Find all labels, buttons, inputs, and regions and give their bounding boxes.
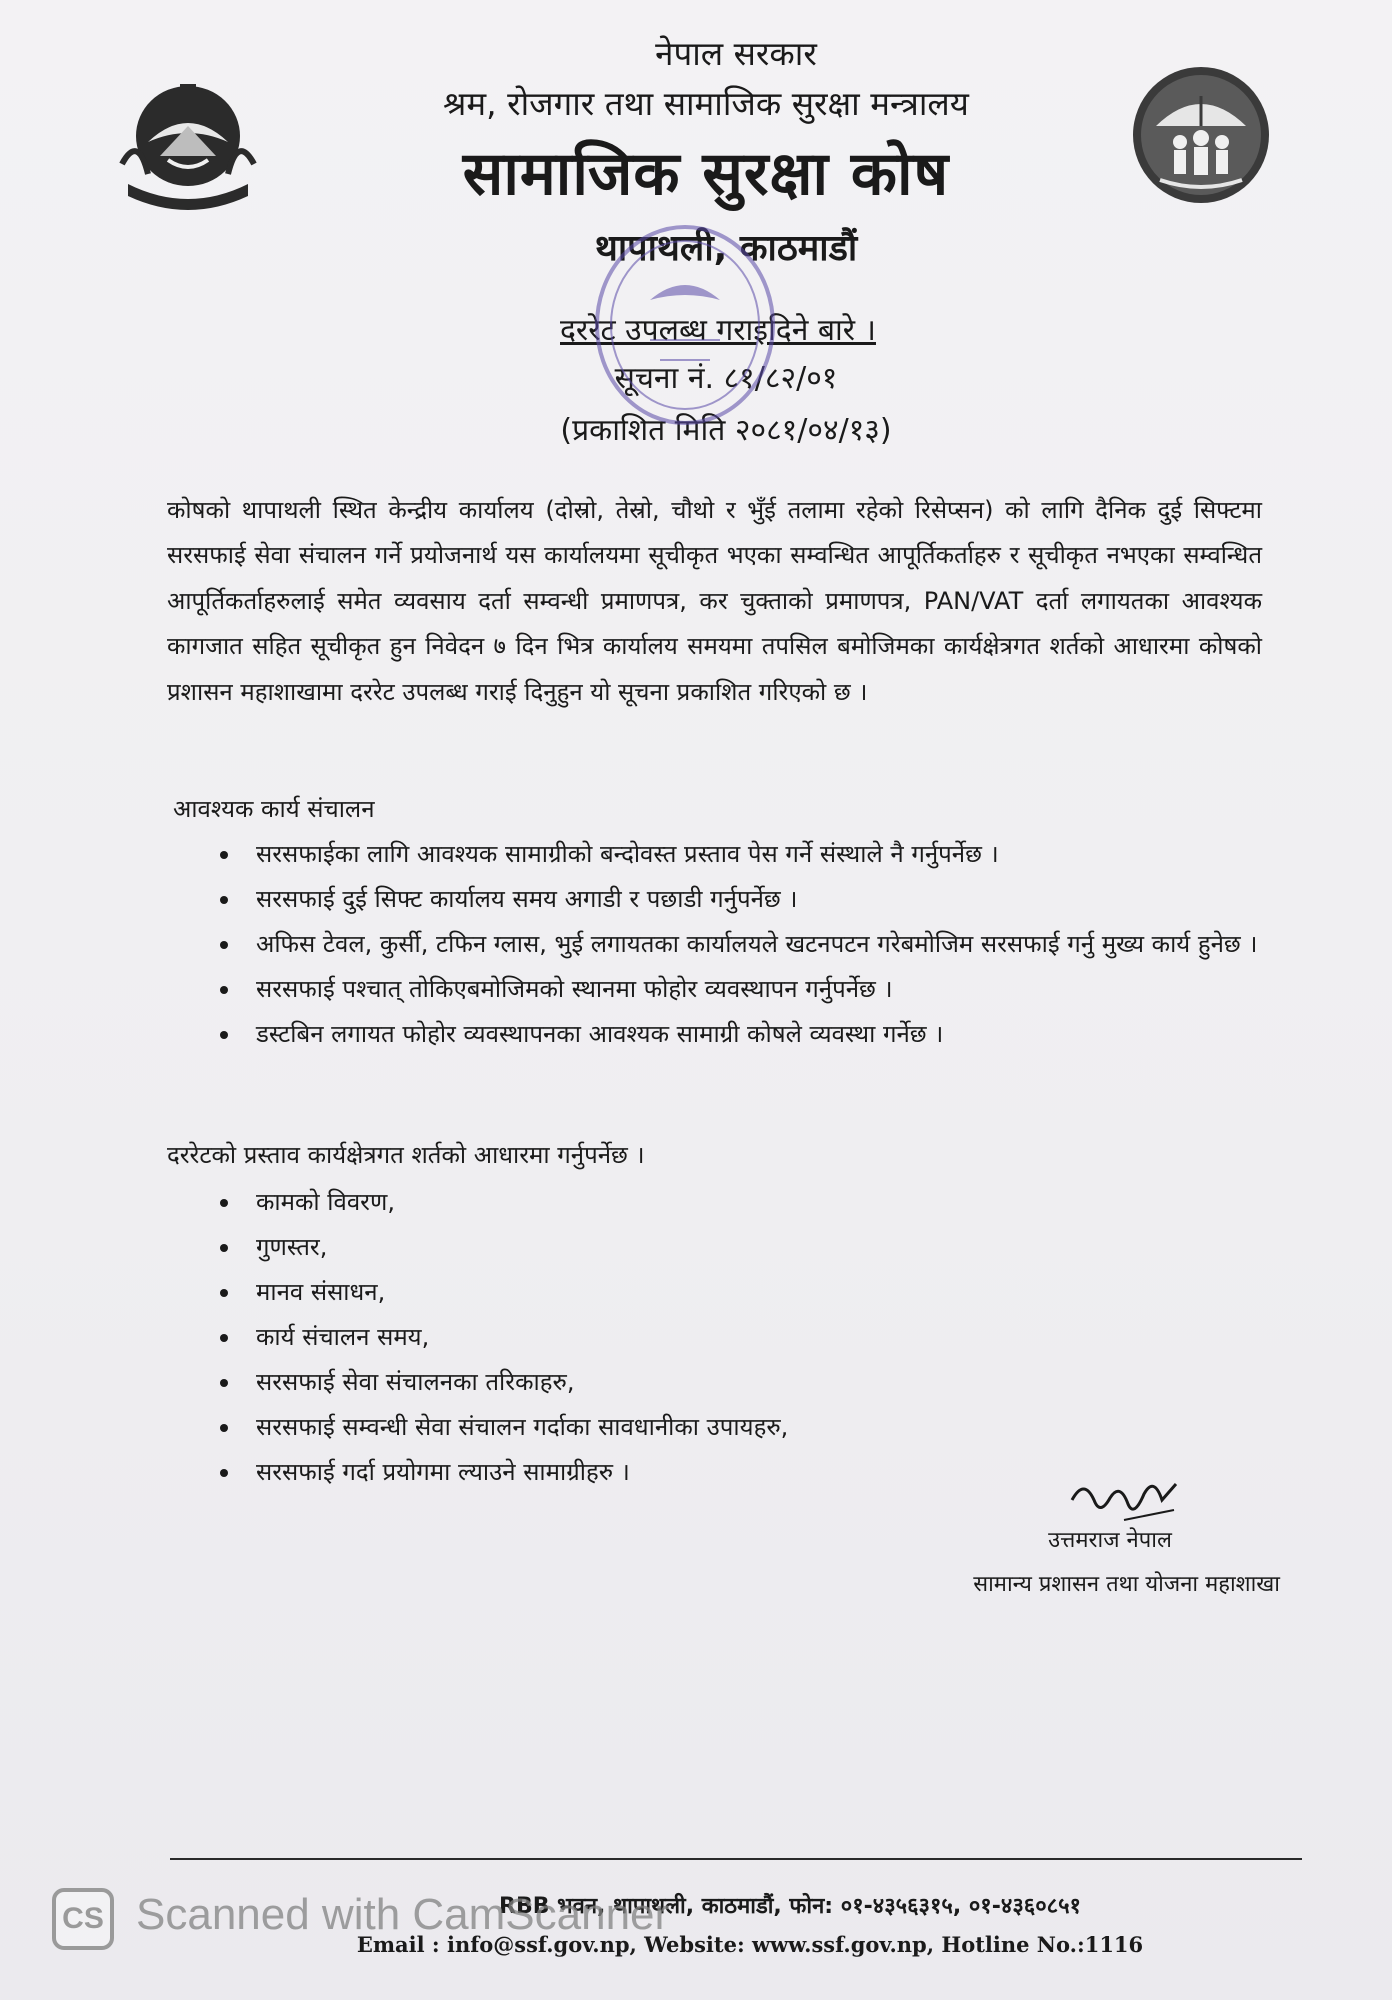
signatory-name: उत्तमराज नेपाल	[1048, 1528, 1172, 1553]
notice-subject-text: दररेट उपलब्ध गराइदिने बारे ।	[560, 313, 876, 348]
footer-contact: Email : info@ssf.gov.np, Website: www.ssf.gov.np, Hotline No.:1116	[356, 1932, 1144, 1957]
footer-divider	[170, 1858, 1302, 1860]
list-item: सरसफाईका लागि आवश्यक सामाग्रीको बन्दोवस्त प्रस्ताव पेस गर्ने संस्थाले नै गर्नुपर्नेछ ।	[210, 832, 1262, 877]
camscanner-logo-icon: CS	[52, 1888, 114, 1950]
section-heading-operations: आवश्यक कार्य संचालन	[173, 795, 375, 823]
list-item: कार्य संचालन समय,	[210, 1315, 1262, 1360]
notice-number: सूचना नं. ८१/८२/०१	[614, 361, 838, 396]
location-title: थापाथली, काठमाडौं	[594, 228, 858, 269]
section-heading-proposal: दररेटको प्रस्ताव कार्यक्षेत्रगत शर्तको आधारमा गर्नुपर्नेछ ।	[167, 1141, 645, 1169]
list-item: सरसफाई सम्वन्धी सेवा संचालन गर्दाका सावधानीका उपायहरु,	[210, 1405, 1262, 1450]
list-item: सरसफाई सेवा संचालनका तरिकाहरु,	[210, 1360, 1262, 1405]
list-item: सरसफाई पश्चात् तोकिएबमोजिमको स्थानमा फोहोर व्यवस्थापन गर्नुपर्नेछ ।	[210, 967, 1262, 1012]
operations-list	[210, 832, 1262, 1057]
government-title: नेपाल सरकार	[655, 34, 817, 73]
list-item: सरसफाई दुई सिफ्ट कार्यालय समय अगाडी र पछाडी गर्नुपर्नेछ ।	[210, 877, 1262, 922]
proposal-criteria-list	[210, 1180, 1262, 1495]
list-item: कामको विवरण,	[210, 1180, 1262, 1225]
camscanner-watermark: Scanned with CamScanner	[136, 1890, 670, 1939]
list-item: मानव संसाधन,	[210, 1270, 1262, 1315]
footer-address: RBB भवन, थापाथली, काठमाडौं, फोन: ०१-४३५६३१५, ०१-४३६०८५१	[499, 1894, 1081, 1919]
signatory-title: सामान्य प्रशासन तथा योजना महाशाखा	[973, 1572, 1280, 1597]
publish-date: (प्रकाशित मिति २०८१/०४/१३)	[560, 413, 892, 448]
fund-title: सामाजिक सुरक्षा कोष	[462, 139, 950, 209]
list-item: अफिस टेवल, कुर्सी, टफिन ग्लास, भुई लगायतका कार्यालयले खटनपटन गरेबमोजिम सरसफाई गर्नु मुख्य कार्य हुनेछ ।	[210, 922, 1262, 967]
list-item: सरसफाई गर्दा प्रयोगमा ल्याउने सामाग्रीहरु ।	[210, 1450, 1262, 1495]
signature-icon	[1064, 1470, 1184, 1530]
office-stamp-icon	[590, 220, 780, 430]
ministry-title: श्रम, रोजगार तथा सामाजिक सुरक्षा मन्त्रालय	[443, 84, 969, 123]
notice-paragraph: कोषको थापाथली स्थित केन्द्रीय कार्यालय (दोस्रो, तेस्रो, चौथो र भुँई तलामा रहेको रिसेप्सन) को लागि दैनिक दुई सिफ्टमा सरसफाई सेवा संचालन गर्ने प्रयोजनार्थ यस कार्यालयमा सूचीकृत भएका सम्वन्धित आपूर्तिकर्ताहरु र सूचीकृत नभएका सम्वन्धित आपूर्तिकर्ताहरुलाई समेत व्यवसाय दर्ता सम्वन्धी प्रमाणपत्र, कर चुक्ताको प्रमाणपत्र, PAN/VAT दर्ता लगायतका आवश्यक कागजात सहित सूचीकृत हुन निवेदन ७ दिन भित्र कार्यालय समयमा तपसिल बमोजिमका कार्यक्षेत्रगत शर्तको आधारमा कोषको प्रशासन महाशाखामा दररेट उपलब्ध गराई दिनुहुन यो सूचना प्रकाशित गरिएको छ ।	[167, 496, 1262, 706]
list-item: गुणस्तर,	[210, 1225, 1262, 1270]
list-item: डस्टबिन लगायत फोहोर व्यवस्थापनका आवश्यक सामाग्री कोषले व्यवस्था गर्नेछ ।	[210, 1012, 1262, 1057]
